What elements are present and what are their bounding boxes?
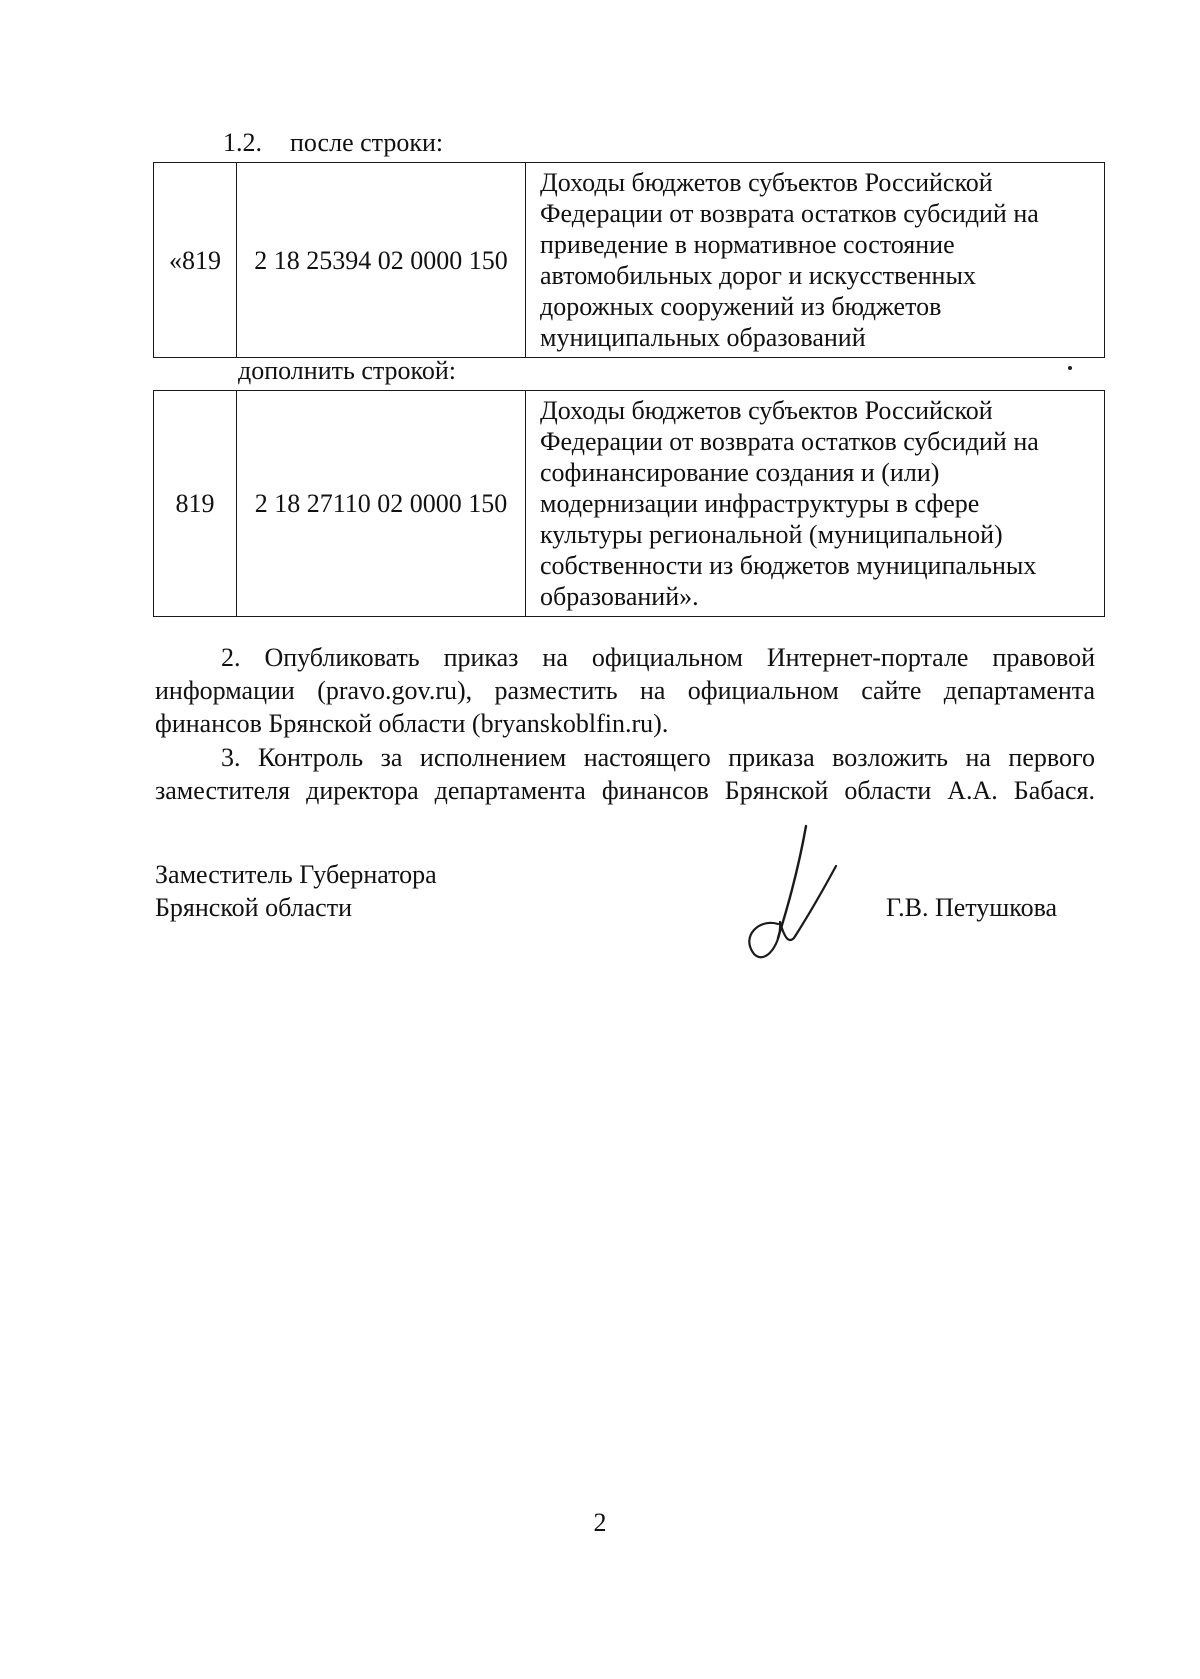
- signatory-position-line: Брянской области: [155, 893, 352, 922]
- signatory-position-line: Заместитель Губернатора: [155, 860, 437, 889]
- description-line: образований».: [540, 582, 699, 611]
- add-row-label: дополнить строкой:: [238, 356, 456, 385]
- section-number: 1.2.: [223, 128, 262, 157]
- handwritten-signature: [738, 820, 858, 960]
- paragraph-line: заместителя директора департамента финансов Брянской области А.А. Бабася.: [155, 776, 1095, 805]
- paragraph-line: 2. Опубликовать приказ на официальном Интернет-портале правовой: [221, 643, 1095, 672]
- kbk-code-cell: 2 18 25394 02 0000 150: [237, 163, 526, 358]
- description-line: культуры региональной (муниципальной): [540, 520, 1003, 549]
- admin-code-cell: 819: [154, 391, 237, 617]
- description-line: дорожных сооружений из бюджетов: [540, 292, 942, 321]
- table-row: [154, 163, 1105, 358]
- description-line: софинансирование создания и (или): [540, 458, 940, 487]
- description-cell: [526, 163, 1105, 358]
- description-line: Федерации от возврата остатков субсидий на: [540, 199, 1039, 228]
- description-line: Доходы бюджетов субъектов Российской: [540, 168, 993, 197]
- admin-code-cell: «819: [154, 163, 237, 358]
- table-row: [154, 391, 1105, 617]
- section-text: после строки:: [290, 128, 444, 157]
- description-line: Доходы бюджетов субъектов Российской: [540, 396, 993, 425]
- description-line: муниципальных образований: [540, 323, 866, 352]
- signatory-position: [155, 858, 437, 924]
- signatory-name: Г.В. Петушкова: [886, 893, 1058, 922]
- scan-dot: [1068, 366, 1072, 370]
- page-number: 2: [593, 1508, 607, 1537]
- description-line: приведение в нормативное состояние: [540, 230, 955, 259]
- description-line: собственности из бюджетов муниципальных: [540, 551, 1037, 580]
- paragraph-line: финансов Брянской области (bryanskoblfin.ru).: [155, 709, 669, 738]
- paragraph-line: информации (pravo.gov.ru), разместить на официальном сайте департамента: [155, 676, 1095, 705]
- paragraph-publish: [155, 641, 1095, 740]
- section-item: [223, 127, 443, 158]
- table-existing-row: [153, 162, 1105, 358]
- paragraph-control: [155, 741, 1095, 807]
- description-line: Федерации от возврата остатков субсидий на: [540, 427, 1039, 456]
- description-line: модернизации инфраструктуры в сфере: [540, 489, 980, 518]
- table-new-row: [153, 390, 1105, 617]
- paragraph-line: 3. Контроль за исполнением настоящего приказа возложить на первого: [221, 743, 1095, 772]
- kbk-code-cell: 2 18 27110 02 0000 150: [237, 391, 526, 617]
- description-cell: [526, 391, 1105, 617]
- description-line: автомобильных дорог и искусственных: [540, 261, 976, 290]
